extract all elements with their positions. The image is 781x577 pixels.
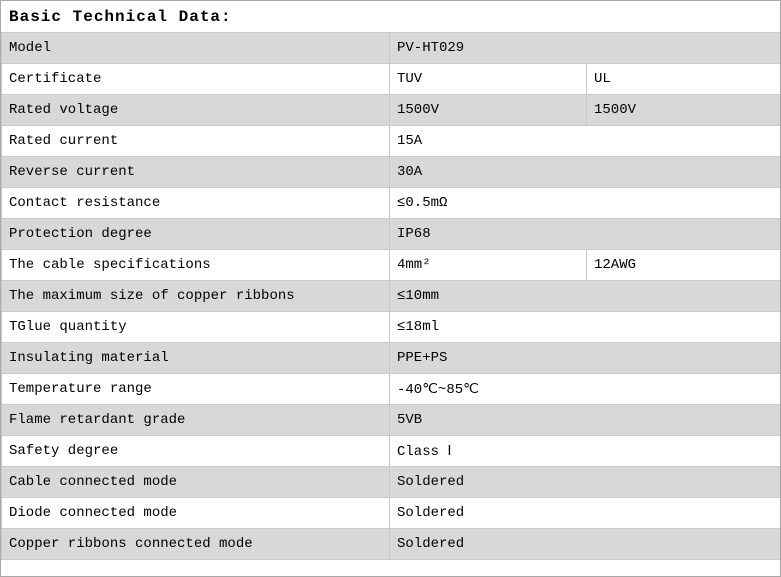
table-row-contact-resistance [2,188,781,219]
row-label: The cable specifications [2,250,390,281]
table-row-rated-current [2,126,781,157]
row-value: Soldered [390,467,781,498]
row-label: Certificate [2,64,390,95]
row-label: Flame retardant grade [2,405,390,436]
table-row-cable-specifications [2,250,781,281]
row-label: Protection degree [2,219,390,250]
table-row-max-copper-ribbon-size [2,281,781,312]
technical-data-table [1,32,781,560]
row-value: Soldered [390,498,781,529]
row-label: Diode connected mode [2,498,390,529]
table-row-safety-degree [2,436,781,467]
row-value: 12AWG [587,250,781,281]
row-value: Soldered [390,529,781,560]
row-value: 15A [390,126,781,157]
row-value: Class Ⅰ [390,436,781,467]
row-label: Rated voltage [2,95,390,126]
row-label: Contact resistance [2,188,390,219]
table-row-model [2,33,781,64]
table-row-flame-retardant-grade [2,405,781,436]
row-value: 1500V [390,95,587,126]
row-value: 5VB [390,405,781,436]
row-value: ≤0.5mΩ [390,188,781,219]
table-row-glue-quantity [2,312,781,343]
row-label: Insulating material [2,343,390,374]
table-row-reverse-current [2,157,781,188]
row-value: ≤18ml [390,312,781,343]
row-label: TGlue quantity [2,312,390,343]
row-label: Temperature range [2,374,390,405]
row-value: ≤10mm [390,281,781,312]
table-row-diode-connected-mode [2,498,781,529]
table-row-insulating-material [2,343,781,374]
row-value: TUV [390,64,587,95]
row-value: -40℃~85℃ [390,374,781,405]
row-label: Model [2,33,390,64]
row-label: Rated current [2,126,390,157]
table-row-cable-connected-mode [2,467,781,498]
row-label: Reverse current [2,157,390,188]
row-label: Safety degree [2,436,390,467]
table-row-certificate [2,64,781,95]
row-value: 4mm² [390,250,587,281]
row-value: 1500V [587,95,781,126]
row-value: IP68 [390,219,781,250]
row-label: Copper ribbons connected mode [2,529,390,560]
row-value: UL [587,64,781,95]
row-label: The maximum size of copper ribbons [2,281,390,312]
row-value: PPE+PS [390,343,781,374]
row-value: PV-HT029 [390,33,781,64]
row-value: 30A [390,157,781,188]
table-row-rated-voltage [2,95,781,126]
page-title: Basic Technical Data: [1,1,780,32]
table-row-copper-ribbons-connected-mode [2,529,781,560]
row-label: Cable connected mode [2,467,390,498]
table-row-temperature-range [2,374,781,405]
table-row-protection-degree [2,219,781,250]
